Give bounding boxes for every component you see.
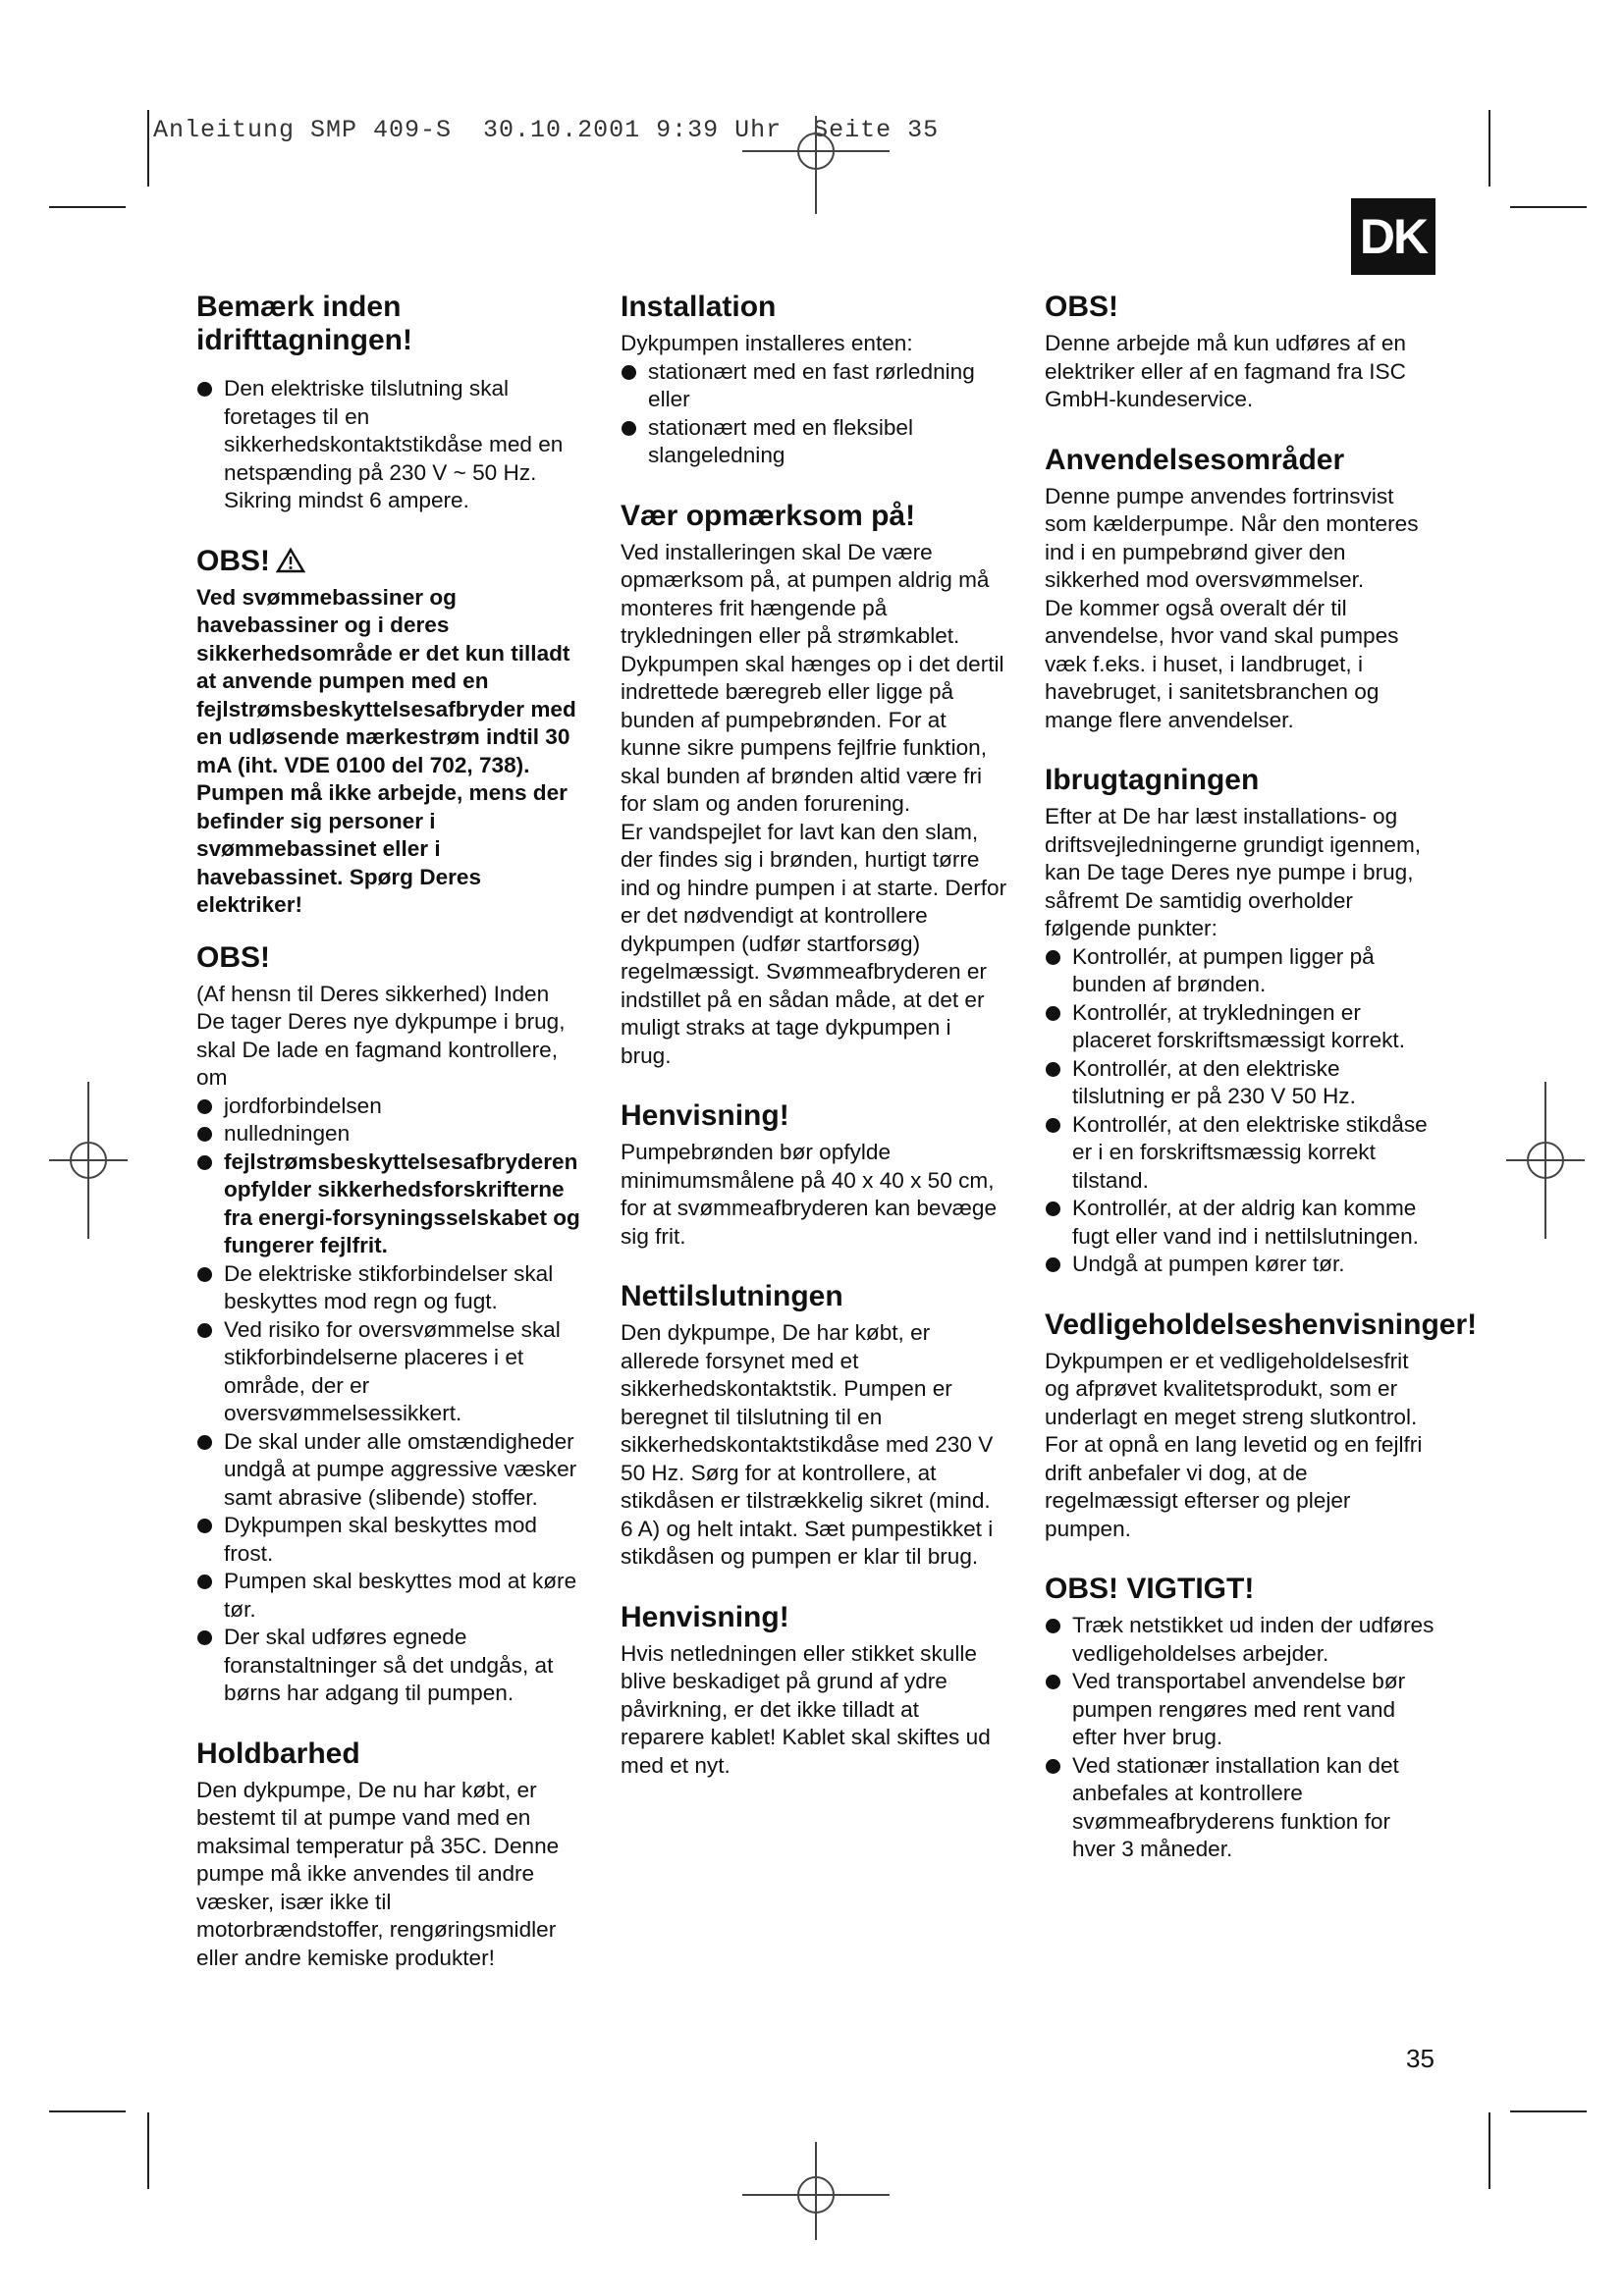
section-title-row (196, 545, 581, 578)
section-title: Anvendelsesområder (1045, 443, 1345, 476)
list-item: Dykpumpen skal beskyttes mod frost. (196, 1512, 581, 1568)
crop-mark (147, 2112, 149, 2189)
section-obs-safety (196, 941, 581, 1708)
section-title: Bemærk inden idrifttagningen! (196, 291, 412, 356)
list-item: Der skal udføres egnede foranstaltninger så det undgås, at børns har adgang til pumpen. (196, 1624, 581, 1708)
warning-text: Ved svømmebassiner og havebassiner og i deres sikkerhedsområde er det kun tilladt at anvende pumpen med en fejlstrømsbeskyttelsesafbryder med en udløsende mærkestrøm indtil 30 mA (iht. VDE 0100 del 702, 738). (196, 584, 576, 777)
section-note (621, 1099, 1007, 1251)
registration-mark-icon (742, 116, 890, 214)
list-item: Pumpen skal beskyttes mod at køre tør. (196, 1568, 581, 1624)
bullet-list (196, 375, 581, 515)
section-title: Ibrugtagningen (1045, 764, 1260, 796)
section-title: Henvisning! (621, 1099, 789, 1132)
section-obs-electrician (1045, 291, 1437, 414)
bullet-list (196, 1093, 581, 1708)
list-item: Kontrollér, at den elektriske tilslutning er på 230 V 50 Hz. (1045, 1055, 1437, 1111)
paragraph: Hvis netledningen eller stikket skulle blive beskadiget på grund af ydre påvirkning, er det ikke tilladt at reparere kablet! Kablet skal skiftes ud med et nyt. (621, 1640, 991, 1778)
section-important (1045, 1573, 1437, 1864)
section-maintenance (1045, 1308, 1478, 1544)
paragraph: Ved installeringen skal De være opmærksom på, at pumpen aldrig må monteres frit hængende på trykledningen eller på strømkablet. Dykpumpen skal hænges op i det dertil indrettede bæregreb eller ligge på bunden af pumpebrønden. For at kunne sikre pumpens fejlfrie funktion, skal bunden af brønden altid være fri for slam og anden forurening. (621, 539, 1004, 816)
paragraph: For at opnå en lang levetid og en fejlfri drift anbefaler vi dog, at de regelmæssigt efterser og plejer pumpen. (1045, 1432, 1423, 1541)
list-item: Den elektriske tilslutning skal foretages til en sikkerhedskontaktstikdåse med en netspænding på 230 V ~ 50 Hz. Sikring mindst 6 ampere. (196, 375, 581, 515)
bullet-list (1045, 1612, 1437, 1864)
bullet-list (621, 358, 1007, 470)
section-note-2 (621, 1601, 1007, 1781)
paragraph: Pumpebrønden bør opfylde minimumsmålene på 40 x 40 x 50 cm, for at svømmeafbryderen kan bevæge sig frit. (621, 1140, 998, 1249)
bullet-list (1045, 943, 1437, 1279)
list-item: Kontrollér, at trykledningen er placeret forskriftsmæssigt korrekt. (1045, 999, 1437, 1055)
section-title: OBS! (196, 940, 270, 974)
list-item: fejlstrømsbeskyttelsesafbryderen opfylder sikkerhedsforskrifterne fra energi-forsyningsselskabet og fungerer fejlfrit. (196, 1148, 581, 1260)
registration-mark-icon (49, 1082, 128, 1239)
crop-mark (1510, 206, 1587, 208)
warning-triangle-icon (276, 548, 305, 573)
section-title: OBS! (1045, 291, 1118, 323)
warning-text: Pumpen må ikke arbejde, mens der befinder sig personer i svømmebassinet eller i havebassinet. Spørg Deres elektriker! (196, 780, 568, 917)
crop-mark (1489, 110, 1490, 187)
registration-mark-icon (1506, 1082, 1585, 1239)
section-mains-connection (621, 1280, 1007, 1572)
list-item: Kontrollér, at pumpen ligger på bunden af brønden. (1045, 943, 1437, 999)
list-item: jordforbindelsen (196, 1093, 581, 1121)
section-title: Vedligeholdelseshenvisninger! (1045, 1308, 1478, 1341)
section-title: OBS! VIGTIGT! (1045, 1573, 1255, 1605)
list-item: Ved risiko for oversvømmelse skal stikforbindelserne placeres i et område, der er oversvømmelsessikkert. (196, 1316, 581, 1428)
crop-mark (147, 110, 149, 187)
list-item: Undgå at pumpen kører tør. (1045, 1251, 1437, 1279)
list-item: De elektriske stikforbindelser skal beskyttes mod regn og fugt. (196, 1260, 581, 1316)
crop-mark (49, 2110, 126, 2112)
language-tab: DK (1351, 198, 1435, 275)
list-item: Ved transportabel anvendelse bør pumpen rengøres med rent vand efter hver brug. (1045, 1668, 1437, 1752)
section-before-use (196, 291, 581, 515)
section-commissioning (1045, 764, 1437, 1279)
section-title: Installation (621, 291, 777, 323)
list-item: Ved stationær installation kan det anbefales at kontrollere svømmeafbryderens funktion for hver 3 måneder. (1045, 1752, 1437, 1864)
paragraph: De kommer også overalt dér til anvendelse, hvor vand skal pumpes væk f.eks. i huset, i landbruget, i havebruget, i sanitetsbranchen og mange flere anvendelser. (1045, 595, 1399, 732)
list-item: nulledningen (196, 1120, 581, 1148)
section-title: Vær opmærksom på! (621, 499, 916, 532)
paragraph: (Af hensn til Deres sikkerhed) Inden De tager Deres nye dykpumpe i brug, skal De lade en fagmand kontrollere, om (196, 981, 566, 1090)
section-title: Holdbarhed (196, 1736, 360, 1770)
paragraph: Denne arbejde må kun udføres af en elektriker eller af en fagmand fra ISC GmbH-kundeservice. (1045, 331, 1406, 411)
crop-mark (49, 206, 126, 208)
paragraph: Denne pumpe anvendes fortrinsvist som kælderpumpe. Når den monteres ind i en pumpebrønd giver den sikkerhed mod oversvømmelser. (1045, 483, 1419, 592)
section-installation (621, 291, 1007, 470)
section-durability (196, 1737, 581, 1973)
paragraph: Den dykpumpe, De nu har købt, er bestemt til at pumpe vand med en maksimal temperatur på 35C. Denne pumpe må ikke anvendes til andre væsker, især ikke til motorbrændstoffer, rengøringsmidler eller andre kemiske produkter! (196, 1777, 560, 1970)
page-number: 35 (1406, 2044, 1435, 2073)
section-applications (1045, 444, 1437, 735)
registration-mark-icon (742, 2142, 890, 2240)
paragraph: Dykpumpen er et vedligeholdelsesfrit og afprøvet kvalitetsprodukt, som er underlagt en meget streng slutkontrol. (1045, 1348, 1418, 1429)
list-item: Kontrollér, at den elektriske stikdåse er i en forskriftsmæssig korrekt tilstand. (1045, 1111, 1437, 1196)
section-title: Nettilslutningen (621, 1280, 843, 1312)
list-item: De skal under alle omstændigheder undgå at pumpe aggressive væsker samt abrasive (slibende) stoffer. (196, 1428, 581, 1513)
paragraph: Er vandspejlet for lavt kan den slam, der findes sig i brønden, hurtigt tørre ind og hindre pumpen i at starte. Derfor er det nødvendigt at kontrollere dykpumpen (udfør startforsøg) regelmæssigt. Svømmeafbryderen er indstillet på en sådan måde, at det er muligt straks at tage dykpumpen i brug. (621, 819, 1007, 1068)
paragraph: Dykpumpen installeres enten: (621, 331, 913, 355)
section-obs-warning (196, 545, 581, 920)
section-title: Henvisning! (621, 1600, 789, 1633)
column-right (1045, 291, 1478, 1894)
crop-mark (1489, 2112, 1490, 2189)
section-attention (621, 500, 1007, 1071)
list-item: Træk netstikket ud inden der udføres vedligeholdelses arbejder. (1045, 1612, 1437, 1668)
column-middle (621, 291, 1007, 1809)
paragraph: Efter at De har læst installations- og driftsvejledningerne grundigt igennem, kan De tage Deres nye pumpe i brug, såfremt De samtidig overholder følgende punkter: (1045, 804, 1422, 940)
print-slug: Anleitung SMP 409-S 30.10.2001 9:39 Uhr Seite 35 (153, 116, 940, 144)
crop-mark (1510, 2110, 1587, 2112)
section-title: OBS! (196, 544, 270, 577)
list-item: Kontrollér, at der aldrig kan komme fugt eller vand ind i nettilslutningen. (1045, 1195, 1437, 1251)
column-left (196, 291, 581, 2002)
list-item: stationært med en fleksibel slangeledning (621, 414, 1007, 470)
list-item: stationært med en fast rørledning eller (621, 358, 1007, 414)
paragraph: Den dykpumpe, De har købt, er allerede forsynet med et sikkerhedskontaktstik. Pumpen er beregnet til tilslutning til en sikkerhedskontaktstikdåse med 230 V 50 Hz. Sørg for at kontrollere, at stikdåsen er tilstrækkelig sikret (mind. 6 A) og helt intakt. Sæt pumpestikket i stikdåsen og pumpen er klar til brug. (621, 1320, 994, 1569)
